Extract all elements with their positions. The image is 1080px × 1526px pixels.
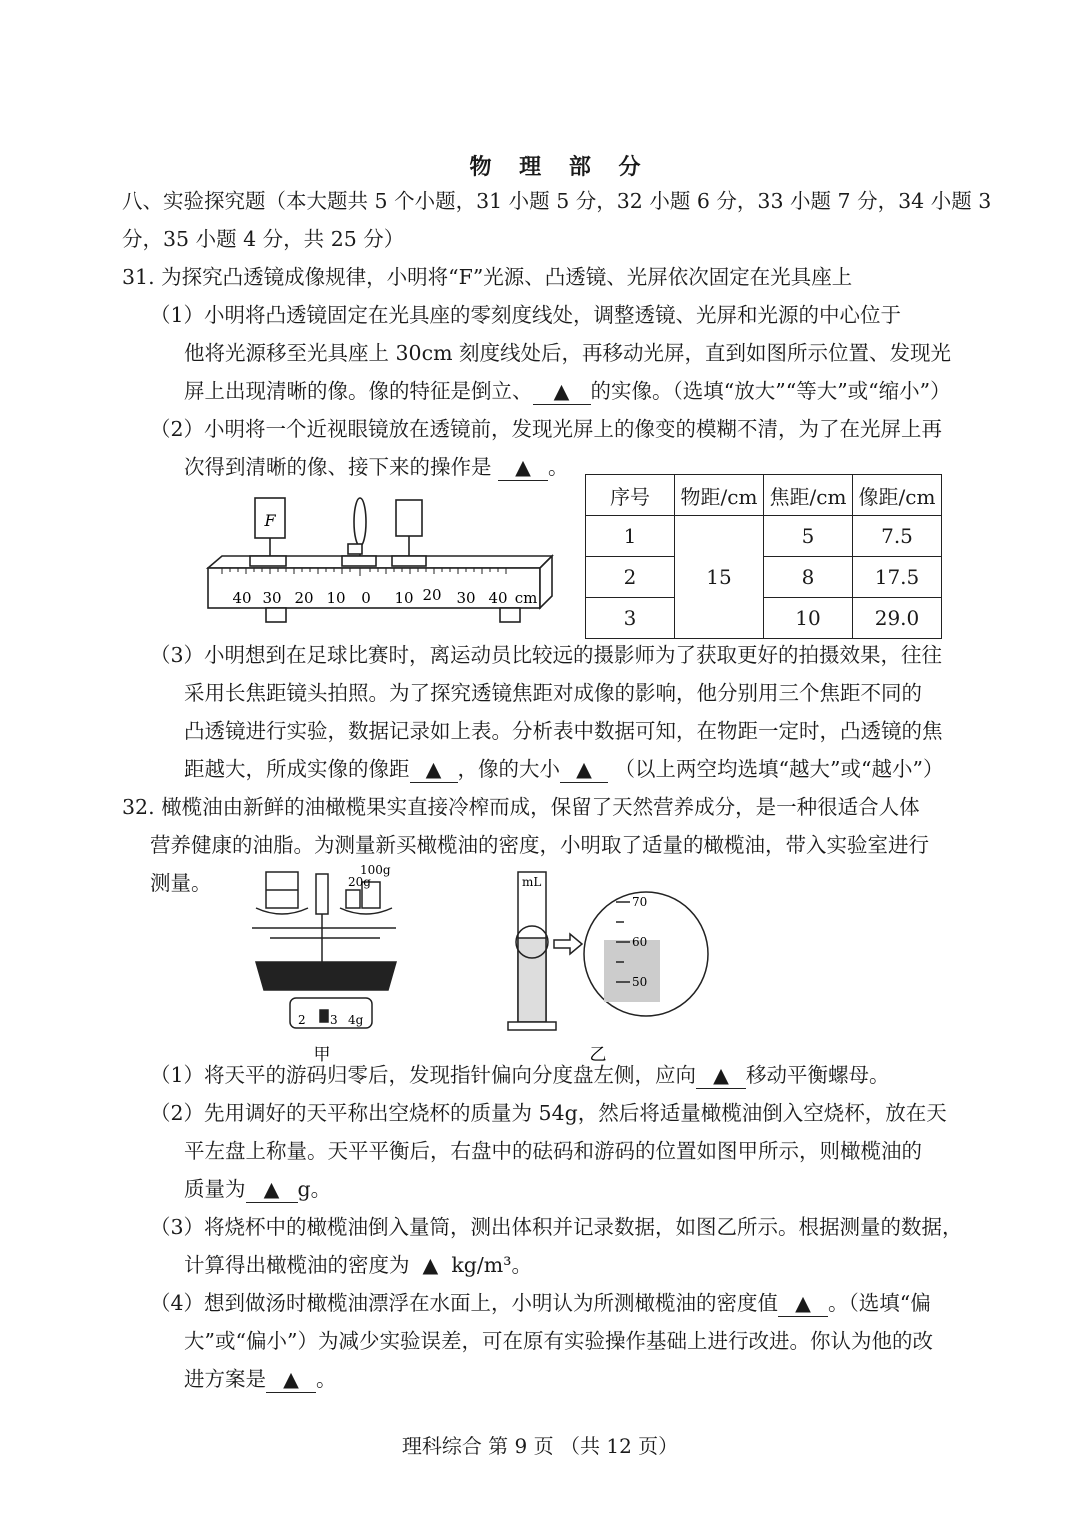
table-header-row bbox=[586, 475, 942, 516]
light-screen bbox=[396, 500, 422, 536]
q32-part1-line bbox=[150, 1062, 890, 1089]
q31-part2-line-2 bbox=[184, 454, 569, 481]
q32-part4-line-3 bbox=[184, 1366, 337, 1393]
rider-scale-label: 3 bbox=[330, 1013, 338, 1027]
scale-label: 40 bbox=[232, 589, 252, 607]
q31-part1-line-3 bbox=[184, 378, 951, 405]
q32-part2-text-a: 质量为 bbox=[184, 1177, 246, 1201]
cylinder-unit: mL bbox=[522, 875, 542, 889]
table-header: 焦距/cm bbox=[764, 475, 853, 516]
q31-stem: 31. 为探究凸透镜成像规律，小明将“F”光源、凸透镜、光屏依次固定在光具座上 bbox=[122, 265, 853, 289]
table-cell: 8 bbox=[764, 557, 853, 598]
q32-part3-text-b: kg/m³。 bbox=[451, 1253, 532, 1277]
rider-icon bbox=[320, 1010, 328, 1022]
answer-blank[interactable]: ▲ bbox=[498, 454, 548, 481]
table-header: 物距/cm bbox=[675, 475, 764, 516]
convex-lens bbox=[354, 498, 366, 546]
cylinder-figure bbox=[496, 862, 696, 1065]
q32-part1-text-a: （1）将天平的游码归零后，发现指针偏向分度盘左侧，应向 bbox=[150, 1063, 697, 1087]
figure-caption-jia: 甲 bbox=[313, 1045, 331, 1065]
answer-blank[interactable]: ▲ bbox=[410, 756, 458, 783]
q32-part4-text-c: 进方案是 bbox=[184, 1367, 266, 1391]
q32-part2-line-1: （2）先用调好的天平称出空烧杯的质量为 54g，然后将适量橄榄油倒入空烧杯，放在天 bbox=[150, 1101, 947, 1125]
weight-20g bbox=[346, 890, 360, 908]
source-letter: F bbox=[264, 511, 276, 530]
scale-label: 0 bbox=[361, 589, 371, 607]
weight-label: 100g bbox=[360, 863, 391, 877]
answer-blank[interactable]: ▲ bbox=[246, 1176, 298, 1203]
balance-pillar bbox=[316, 874, 328, 914]
answer-blank[interactable]: ▲ bbox=[778, 1290, 828, 1317]
arrow-right-icon bbox=[554, 934, 582, 954]
balance-figure bbox=[250, 862, 400, 1065]
figure-caption-yi: 乙 bbox=[589, 1045, 607, 1065]
q32-part3-line-2 bbox=[184, 1252, 532, 1278]
cylinder-mark: 60 bbox=[632, 935, 648, 949]
answer-blank[interactable]: ▲ bbox=[533, 378, 591, 405]
scale-label: 30 bbox=[262, 589, 282, 607]
lens-slider bbox=[342, 556, 376, 566]
q32-part4-text-a: （4）想到做汤时橄榄油漂浮在水面上，小明认为所测橄榄油的密度值 bbox=[150, 1291, 779, 1315]
scale-label: 40 bbox=[488, 589, 508, 607]
q31-part3-line-4 bbox=[184, 756, 943, 783]
table-cell: 17.5 bbox=[853, 557, 942, 598]
focal-length-table bbox=[585, 474, 942, 639]
table-row bbox=[586, 516, 942, 557]
q31-part3-line-1: （3）小明想到在足球比赛时，离运动员比较远的摄影师为了获取更好的拍摄效果，往往 bbox=[150, 643, 943, 667]
q31-part3-text-c: （以上两空均选填“越大”或“越小”） bbox=[614, 757, 944, 781]
screen-slider bbox=[392, 556, 426, 566]
scale-label: 30 bbox=[456, 589, 476, 607]
table-row bbox=[586, 598, 942, 639]
cylinder-mark: 70 bbox=[632, 895, 648, 909]
table-cell: 5 bbox=[764, 516, 853, 557]
bench-leg-right bbox=[500, 608, 520, 622]
oil-level-icon bbox=[518, 938, 546, 1022]
answer-blank[interactable]: ▲ bbox=[560, 756, 608, 783]
q31-part1-text-b: 的实像。（选填“放大”“等大”或“缩小”） bbox=[590, 379, 951, 403]
q31-part2-text-b: 。 bbox=[548, 455, 569, 479]
q31-part1-line-1: （1）小明将凸透镜固定在光具座的零刻度线处，调整透镜、光屏和光源的中心位于 bbox=[150, 303, 902, 327]
scale-label: 10 bbox=[394, 589, 414, 607]
weight-label: 20g bbox=[348, 875, 371, 889]
cylinder-base bbox=[508, 1022, 556, 1030]
scale-label: 10 bbox=[326, 589, 346, 607]
q32-part2-line-2: 平左盘上称量。天平平衡后，右盘中的砝码和游码的位置如图甲所示，则橄榄油的 bbox=[184, 1139, 922, 1163]
section-heading-line-2: 分，35 小题 4 分，共 25 分） bbox=[122, 227, 405, 251]
table-cell: 10 bbox=[764, 598, 853, 639]
bench-leg-left bbox=[266, 608, 286, 622]
q32-part2-text-b: g。 bbox=[297, 1177, 332, 1201]
q32-part2-line-3 bbox=[184, 1176, 331, 1203]
table-header: 序号 bbox=[586, 475, 675, 516]
q31-part1-line-2: 他将光源移至光具座上 30cm 刻度线处后，再移动光屏，直到如图所示位置、发现光 bbox=[184, 341, 952, 365]
page-title: 物 理 部 分 bbox=[469, 154, 651, 180]
right-pan bbox=[340, 908, 392, 914]
q31-part1-text-a: 屏上出现清晰的像。像的特征是倒立、 bbox=[184, 379, 533, 403]
q32-stem-line-1: 32. 橄榄油由新鲜的油橄榄果实直接冷榨而成，保留了天然营养成分，是一种很适合人体 bbox=[122, 795, 920, 819]
section-heading-line-1: 八、实验探究题（本大题共 5 个小题，31 小题 5 分，32 小题 6 分，33 小题 7 分，34 小题 3 bbox=[122, 189, 992, 213]
rider-scale-label: 4g bbox=[348, 1013, 364, 1027]
table-cell: 3 bbox=[586, 598, 675, 639]
cylinder-mark: 50 bbox=[632, 975, 648, 989]
table-cell: 2 bbox=[586, 557, 675, 598]
q32-part3-text-a: 计算得出橄榄油的密度为 bbox=[184, 1253, 410, 1277]
q31-part2-text-a: 次得到清晰的像、接下来的操作是 bbox=[184, 455, 492, 479]
table-header: 像距/cm bbox=[853, 475, 942, 516]
table-row bbox=[586, 557, 942, 598]
q31-part3-text-a: 距越大，所成实像的像距 bbox=[184, 757, 410, 781]
q31-part3-line-3: 凸透镜进行实验，数据记录如上表。分析表中数据可知，在物距一定时，凸透镜的焦 bbox=[184, 719, 943, 743]
q32-stem-line-2: 营养健康的油脂。为测量新买橄榄油的密度，小明取了适量的橄榄油，带入实验室进行 bbox=[150, 833, 929, 857]
optical-bench-figure bbox=[200, 490, 560, 630]
table-cell: 7.5 bbox=[853, 516, 942, 557]
q32-part4-line-1 bbox=[150, 1290, 931, 1317]
answer-blank[interactable]: ▲ bbox=[696, 1062, 746, 1089]
q31-part3-line-2: 采用长焦距镜头拍照。为了探究透镜焦距对成像的影响，他分别用三个焦距不同的 bbox=[184, 681, 922, 705]
page-footer: 理科综合 第 9 页 （共 12 页） bbox=[401, 1434, 679, 1458]
q32-part4-line-2: 大”或“偏小”）为减少实验误差，可在原有实验操作基础上进行改进。你认为他的改 bbox=[184, 1329, 933, 1353]
left-pan bbox=[256, 908, 308, 914]
q31-part2-line-1: （2）小明将一个近视眼镜放在透镜前，发现光屏上的像变的模糊不清，为了在光屏上再 bbox=[150, 417, 943, 441]
answer-blank[interactable]: ▲ bbox=[266, 1366, 316, 1393]
q32-part4-text-b: 。（选填“偏 bbox=[828, 1291, 931, 1315]
rider-scale-label: 2 bbox=[298, 1013, 306, 1027]
q32-stem-line-3: 测量。 bbox=[150, 871, 212, 895]
answer-blank[interactable]: ▲ bbox=[422, 1253, 439, 1277]
balance-base bbox=[256, 962, 396, 990]
scale-label: 20 bbox=[294, 589, 314, 607]
q32-part1-text-b: 移动平衡螺母。 bbox=[746, 1063, 890, 1087]
q32-part3-line-1: （3）将烧杯中的橄榄油倒入量筒，测出体积并记录数据，如图乙所示。根据测量的数据， bbox=[150, 1215, 963, 1239]
table-cell: 1 bbox=[586, 516, 675, 557]
scale-label: cm bbox=[514, 589, 538, 607]
q32-part4-text-d: 。 bbox=[316, 1367, 337, 1391]
table-cell-object-distance: 15 bbox=[675, 516, 764, 639]
table-cell: 29.0 bbox=[853, 598, 942, 639]
scale-label: 20 bbox=[422, 586, 442, 604]
q31-part3-text-b: ，像的大小 bbox=[457, 757, 560, 781]
light-source-slider bbox=[250, 556, 286, 566]
